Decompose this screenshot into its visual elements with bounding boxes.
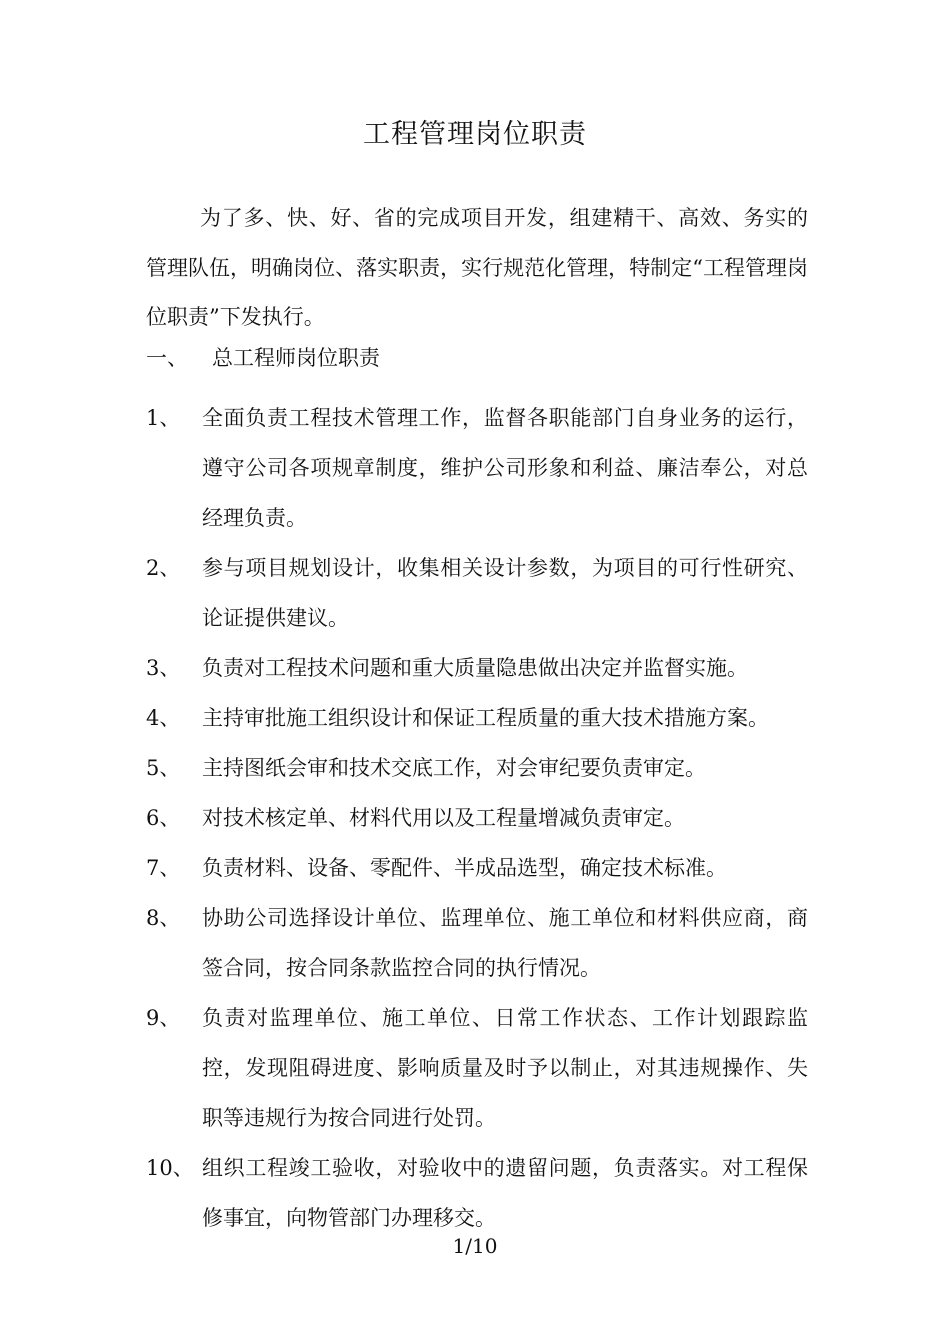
- list-item: [146, 643, 808, 693]
- item-text: 负责对监理单位、施工单位、日常工作状态、工作计划跟踪监控，发现阻碍进度、影响质量及时予以制止，对其违规操作、失职等违规行为按合同进行处罚。: [202, 1006, 808, 1130]
- section-number: 一、: [146, 346, 188, 370]
- item-text: 主持图纸会审和技术交底工作，对会审纪要负责审定。: [202, 756, 706, 780]
- item-number: 10、: [146, 1156, 194, 1180]
- item-text: 参与项目规划设计，收集相关设计参数，为项目的可行性研究、论证提供建议。: [202, 556, 808, 630]
- intro-paragraph: 为了多、快、好、省的完成项目开发，组建精干、高效、务实的管理队伍，明确岗位、落实职责，实行规范化管理，特制定“工程管理岗位职责”下发执行。: [146, 206, 808, 329]
- list-item: [146, 693, 808, 743]
- item-number: 6、: [146, 806, 181, 830]
- item-text: 对技术核定单、材料代用以及工程量增减负责审定。: [202, 806, 685, 830]
- item-number: 9、: [146, 1006, 181, 1030]
- list-item: [146, 793, 808, 843]
- item-number: 8、: [146, 906, 181, 930]
- item-text: 全面负责工程技术管理工作，监督各职能部门自身业务的运行，遵守公司各项规章制度，维护公司形象和利益、廉洁奉公，对总经理负责。: [202, 406, 808, 530]
- item-number: 2、: [146, 556, 181, 580]
- list-item: [146, 543, 808, 643]
- item-number: 7、: [146, 856, 181, 880]
- section-title: 总工程师岗位职责: [212, 346, 380, 370]
- list-item: [146, 993, 808, 1143]
- duty-list: [146, 393, 808, 1243]
- list-item: [146, 743, 808, 793]
- section-heading: [146, 343, 380, 373]
- item-number: 1、: [146, 406, 181, 430]
- item-text: 组织工程竣工验收，对验收中的遗留问题，负责落实。对工程保修事宜，向物管部门办理移交。: [202, 1156, 808, 1230]
- item-text: 协助公司选择设计单位、监理单位、施工单位和材料供应商，商签合同，按合同条款监控合同的执行情况。: [202, 906, 808, 980]
- list-item: [146, 893, 808, 993]
- item-number: 3、: [146, 656, 181, 680]
- document-title: 工程管理岗位职责: [363, 119, 587, 150]
- item-number: 4、: [146, 706, 181, 730]
- list-item: [146, 843, 808, 893]
- list-item: [146, 1143, 808, 1243]
- list-item: [146, 393, 808, 543]
- item-text: 负责材料、设备、零配件、半成品选型，确定技术标准。: [202, 856, 727, 880]
- item-text: 负责对工程技术问题和重大质量隐患做出决定并监督实施。: [202, 656, 748, 680]
- page-number: 1/10: [452, 1234, 498, 1258]
- item-text: 主持审批施工组织设计和保证工程质量的重大技术措施方案。: [202, 706, 769, 730]
- item-number: 5、: [146, 756, 181, 780]
